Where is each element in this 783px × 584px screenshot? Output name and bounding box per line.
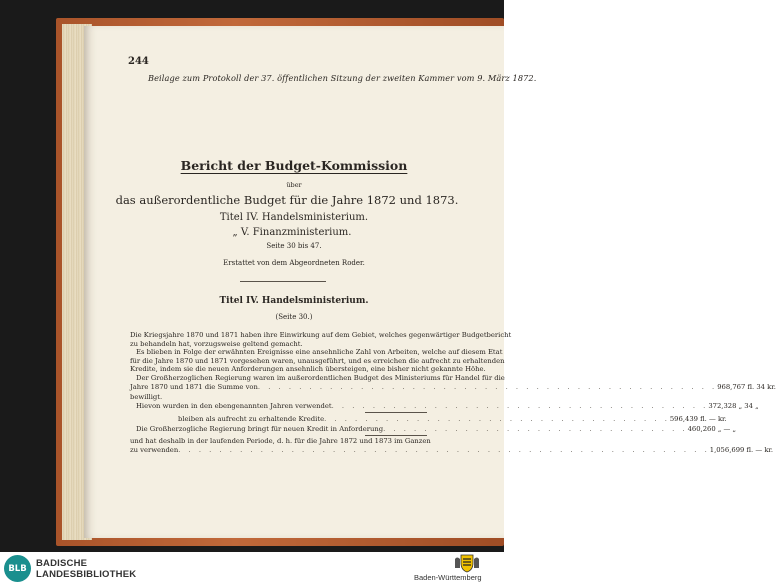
section-heading: Titel IV. Handelsministerium.: [219, 296, 369, 306]
amount-label: Die Großherzogliche Regierung bringt für neuen Kredit in Anforderung: [136, 424, 384, 433]
library-name-line1: BADISCHE: [36, 558, 88, 569]
library-name-line2: LANDESBIBLIOTHEK: [36, 569, 137, 580]
amount-label: zu verwenden: [130, 446, 179, 455]
book-page: [84, 26, 512, 538]
leader-dots: . . . . . . . . . . . . . . . . . . . . . . . . . . . . . .: [383, 424, 688, 433]
amount-label: bleiben als aufrecht zu erhaltende Kredite: [178, 414, 325, 423]
report-title: Bericht der Budget-Kommission: [180, 158, 408, 173]
body-line: Der Großherzoglichen Regierung waren im außerordentlichen Budget des Ministeriums für Handel für die: [136, 373, 505, 382]
amount-row-verwendet: [130, 401, 759, 411]
running-head: Beilage zum Protokoll der 37. öffentlichen Sitzung der zweiten Kammer vom 9. März 1872.: [148, 73, 537, 83]
amount-value: 596,439 fl. — kr.: [669, 414, 727, 423]
body-line: Es blieben in Folge der erwähnten Ereignisse eine ansehnliche Zahl von Arbeiten, welche auf diesem Etat: [136, 348, 503, 357]
report-subtitle: das außerordentliche Budget für die Jahre 1872 und 1873.: [115, 193, 459, 207]
blb-logo[interactable]: BLB: [4, 555, 31, 582]
amount-row-summe: [130, 383, 776, 393]
state-label: Baden-Württemberg: [414, 573, 482, 582]
titel-v-heading: „ V. Finanzministerium.: [232, 227, 352, 238]
baden-wuerttemberg-crest-icon: [452, 553, 482, 573]
amount-value: 460,260 „ — „: [687, 424, 737, 433]
amount-row-neu: [130, 424, 737, 434]
page-number: 244: [128, 56, 149, 67]
amount-row-bleiben: [130, 414, 727, 424]
amount-row-zu-verwenden: [130, 446, 774, 456]
leader-dots: . . . . . . . . . . . . . . . . . . . . . . . . . . . . . . . . . . . . . . . . . . . . .: [257, 383, 718, 392]
library-name[interactable]: [36, 558, 136, 580]
amount-value: 1,056,699 fl. — kr.: [709, 446, 774, 455]
body-line: für die Jahre 1870 und 1871 vorgesehen waren, unausgeführt, und es erreichen die aufrecht zu erhaltenden: [130, 356, 505, 365]
body-line: Die Kriegsjahre 1870 und 1871 haben ihre Einwirkung auf dem Gebiet, welches gegenwärtiger Budgetbericht: [130, 331, 512, 339]
leader-dots: . . . . . . . . . . . . . . . . . . . . . . . . . . . . . . . . . . . . .: [331, 401, 709, 410]
body-line: bewilligt.: [130, 392, 163, 401]
sum-rule: [365, 412, 427, 413]
section-divider: [240, 281, 326, 282]
amount-value: 372,328 „ 34 „: [708, 401, 759, 410]
page-range: Seite 30 bis 47.: [266, 242, 322, 250]
titel-iv-heading: Titel IV. Handelsministerium.: [219, 212, 369, 223]
section-page-ref: (Seite 30.): [275, 313, 313, 321]
reporter-line: Erstattet von dem Abgeordneten Roder.: [223, 259, 365, 267]
report-ueber: über: [286, 181, 302, 189]
leader-dots: . . . . . . . . . . . . . . . . . . . . . . . . . . . . . . . . . .: [324, 414, 670, 423]
sum-rule: [365, 435, 427, 436]
body-line: Kredite, indem sie die neuen Anforderungen ansehnlich übersteigen, eine bisher nicht gekannte Höhe.: [130, 365, 486, 374]
body-line: und hat deshalb in der laufenden Periode, d. h. für die Jahre 1872 und 1873 im Ganzen: [130, 437, 431, 446]
body-text: [130, 331, 776, 456]
amount-value: 968,767 fl. 34 kr.: [717, 383, 776, 392]
amount-label: Hievon wurden in den ebengenannten Jahren verwendet: [136, 401, 332, 410]
amount-label: Jahre 1870 und 1871 die Summe von: [130, 383, 258, 392]
body-line: zu behandeln hat, vorzugsweise geltend gemacht.: [130, 339, 303, 348]
leader-dots: . . . . . . . . . . . . . . . . . . . . . . . . . . . . . . . . . . . . . . . . . . . . . . . . . . . .: [178, 446, 710, 455]
